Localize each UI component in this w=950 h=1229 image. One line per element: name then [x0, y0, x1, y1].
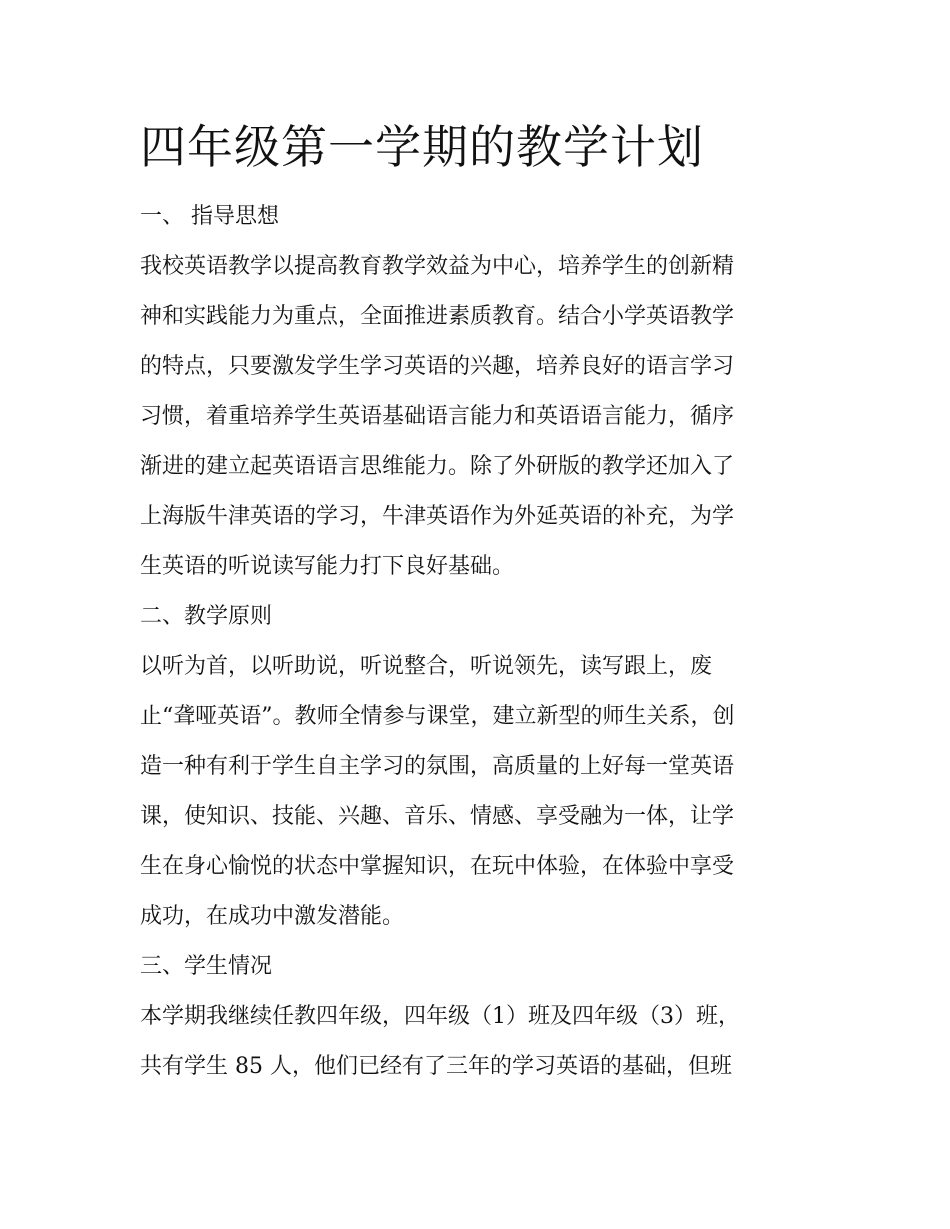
paragraph-line: 生在身心愉悦的状态中掌握知识，在玩中体验，在体验中享受	[140, 854, 735, 879]
paragraph-line: 渐进的建立起英语语言思维能力。除了外研版的教学还加入了	[140, 454, 735, 479]
paragraph-line: 神和实践能力为重点，全面推进素质教育。结合小学英语教学	[140, 304, 735, 329]
paragraph-line: 本学期我继续任教四年级，四年级（1）班及四年级（3）班，	[140, 1004, 740, 1029]
document-page	[140, 112, 830, 1092]
paragraph-line: 课，使知识、技能、兴趣、音乐、情感、享受融为一体，让学	[140, 804, 735, 829]
section-teaching-principles	[140, 592, 830, 942]
section-student-situation	[140, 942, 830, 1092]
section-guiding-ideology	[140, 192, 830, 592]
paragraph-line: 习惯，着重培养学生英语基础语言能力和英语语言能力，循序	[140, 404, 735, 429]
paragraph-line: 的特点，只要激发学生学习英语的兴趣，培养良好的语言学习	[140, 354, 735, 379]
paragraph-line: 以听为首，以听助说，听说整合，听说领先，读写跟上，废	[140, 654, 713, 679]
paragraph-line: 上海版牛津英语的学习，牛津英语作为外延英语的补充，为学	[140, 504, 735, 529]
section-heading: 二、教学原则	[140, 604, 273, 629]
document-title: 四年级第一学期的教学计划	[140, 120, 704, 174]
paragraph-line: 共有学生 85 人，他们已经有了三年的学习英语的基础，但班	[140, 1054, 732, 1079]
paragraph-line: 成功，在成功中激发潜能。	[140, 904, 405, 929]
paragraph-line: 生英语的听说读写能力打下良好基础。	[140, 554, 515, 579]
section-heading: 三、学生情况	[140, 954, 273, 979]
section-heading: 一、 指导思想	[140, 204, 279, 229]
paragraph-line: 造一种有利于学生自主学习的氛围，高质量的上好每一堂英语	[140, 754, 735, 779]
paragraph-line: 我校英语教学以提高教育教学效益为中心，培养学生的创新精	[140, 254, 735, 279]
paragraph-line: 止“聋哑英语”。教师全情参与课堂，建立新型的师生关系，创	[140, 704, 735, 729]
